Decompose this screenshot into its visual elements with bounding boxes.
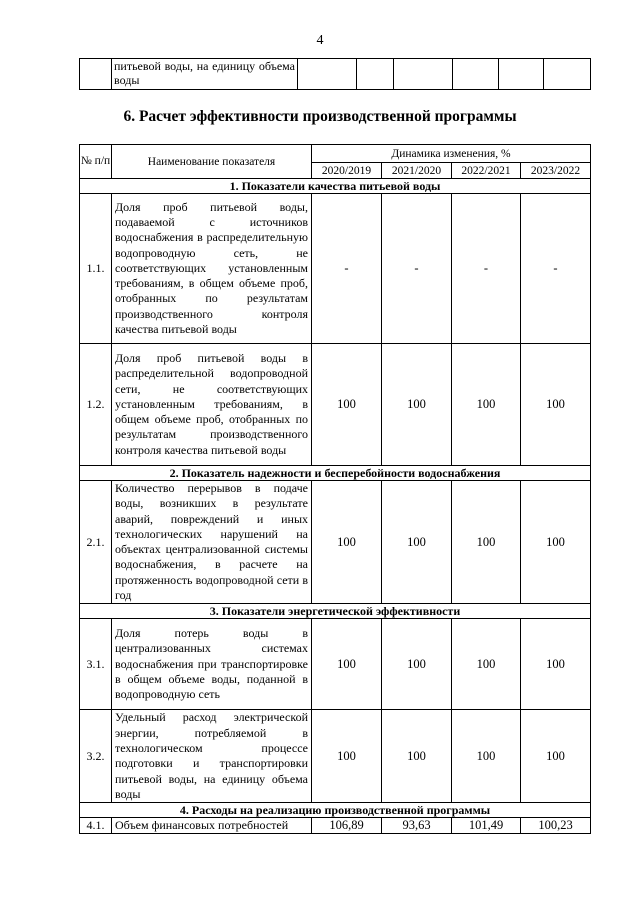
row-value: 106,89	[312, 818, 382, 834]
section-title: 6. Расчет эффективности производственной программы	[123, 108, 517, 125]
row-value: 100	[452, 710, 521, 803]
fragment-name-cell: питьевой воды, на единицу объема воды	[112, 59, 298, 90]
section-heading: 4. Расходы на реализацию производственной программы	[80, 803, 591, 818]
section-row	[80, 803, 591, 818]
row-number: 2.1.	[80, 481, 112, 604]
row-value: 100	[521, 481, 591, 604]
row-value: 100	[312, 710, 382, 803]
fragment-row	[80, 59, 591, 90]
row-value: 100	[452, 619, 521, 710]
row-value: -	[312, 194, 382, 344]
row-number: 1.1.	[80, 194, 112, 344]
row-indicator-name: Объем финансовых потребностей	[112, 818, 312, 834]
section-heading: 1. Показатели качества питьевой воды	[80, 179, 591, 194]
table-row	[80, 619, 591, 710]
row-indicator-name: Удельный расход электрической энергии, потребляемой в технологическом процессе подготовки и транспортировки питьевой воды, на единицу объема воды	[112, 710, 312, 803]
row-value: 100	[312, 344, 382, 466]
row-value: 100	[521, 619, 591, 710]
table-row	[80, 344, 591, 466]
row-value: 100	[382, 619, 452, 710]
row-indicator-name: Доля потерь воды в централизованных системах водоснабжения при транспортировке в общем объеме воды, поданной в водопроводную сеть	[112, 619, 312, 710]
fragment-cell	[394, 59, 453, 90]
fragment-cell	[357, 59, 394, 90]
row-number: 1.2.	[80, 344, 112, 466]
row-value: 100	[521, 344, 591, 466]
fragment-num-cell	[80, 59, 112, 90]
row-value: 100	[312, 619, 382, 710]
header-period: 2020/2019	[312, 163, 382, 179]
row-value: 100	[312, 481, 382, 604]
row-number: 3.1.	[80, 619, 112, 710]
row-value: 100,23	[521, 818, 591, 834]
row-value: -	[521, 194, 591, 344]
page-number: 4	[316, 33, 324, 48]
row-value: 100	[382, 481, 452, 604]
header-num: № п/п	[80, 145, 112, 179]
section-heading: 3. Показатели энергетической эффективности	[80, 604, 591, 619]
row-value: 100	[452, 344, 521, 466]
row-value: 100	[521, 710, 591, 803]
row-value: 100	[382, 710, 452, 803]
efficiency-table	[79, 144, 591, 834]
table-row	[80, 481, 591, 604]
row-indicator-name: Доля проб питьевой воды, подаваемой с источников водоснабжения в распределительную водопроводную сеть, не соответствующих установленным требованиям, в общем объеме проб, отобранных по результатам производственного контроля качества питьевой воды	[112, 194, 312, 344]
table-row	[80, 710, 591, 803]
row-indicator-name: Количество перерывов в подаче воды, возникших в результате аварий, повреждений и иных технологических нарушений на объектах централизованной системы водоснабжения, в расчете на протяженность водопроводной сети в год	[112, 481, 312, 604]
header-dynamics: Динамика изменения, %	[312, 145, 591, 163]
section-row	[80, 604, 591, 619]
fragment-cell	[544, 59, 591, 90]
row-number: 3.2.	[80, 710, 112, 803]
section-row	[80, 179, 591, 194]
header-name: Наименование показателя	[112, 145, 312, 179]
row-value: -	[452, 194, 521, 344]
section-row	[80, 466, 591, 481]
section-heading: 2. Показатель надежности и бесперебойности водоснабжения	[80, 466, 591, 481]
previous-table-fragment	[79, 58, 591, 90]
header-period: 2021/2020	[382, 163, 452, 179]
row-indicator-name: Доля проб питьевой воды в распределительной водопроводной сети, не соответствующих установленным требованиям, в общем объеме проб, отобранных по результатам производственного контроля качества питьевой воды	[112, 344, 312, 466]
header-row	[80, 145, 591, 163]
table-row	[80, 818, 591, 834]
header-period: 2022/2021	[452, 163, 521, 179]
row-number: 4.1.	[80, 818, 112, 834]
row-value: -	[382, 194, 452, 344]
fragment-cell	[453, 59, 499, 90]
fragment-cell	[499, 59, 544, 90]
row-value: 101,49	[452, 818, 521, 834]
row-value: 100	[452, 481, 521, 604]
table-row	[80, 194, 591, 344]
row-value: 100	[382, 344, 452, 466]
header-period: 2023/2022	[521, 163, 591, 179]
fragment-cell	[298, 59, 357, 90]
row-value: 93,63	[382, 818, 452, 834]
